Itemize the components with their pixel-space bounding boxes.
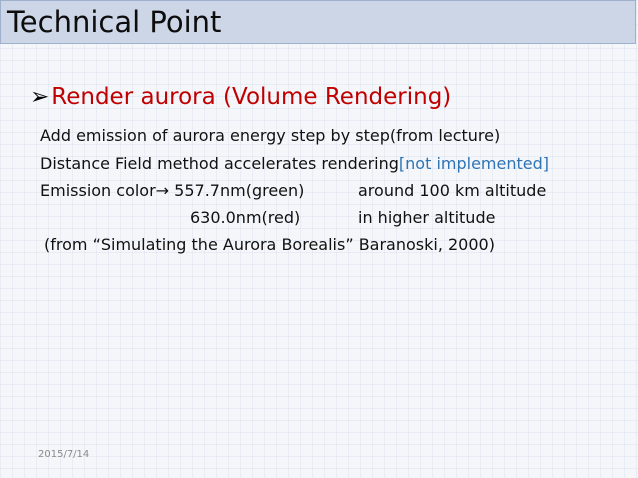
text-line-1: Add emission of aurora energy step by step(from lecture) (40, 126, 501, 145)
slide-title: Technical Point (7, 5, 222, 39)
emission-color-red-desc: in higher altitude (358, 208, 496, 227)
emission-color-green-desc: around 100 km altitude (358, 181, 547, 200)
heading-text: Render aurora (Volume Rendering) (51, 84, 452, 110)
citation-line: (from “Simulating the Aurora Borealis” Baranoski, 2000) (44, 235, 495, 254)
title-bar (0, 0, 636, 44)
text-line-2-main: Distance Field method accelerates rendering (40, 154, 399, 173)
emission-color-label: Emission color→ 557.7nm(green) (40, 181, 305, 200)
slide-date: 2015/7/14 (38, 449, 90, 460)
emission-color-red: 630.0nm(red) (190, 208, 301, 227)
arrow-bullet-icon: ➢ (30, 84, 50, 110)
not-implemented-note: [not implemented] (398, 154, 550, 173)
text-line-2 (40, 154, 549, 173)
section-heading (30, 84, 451, 110)
